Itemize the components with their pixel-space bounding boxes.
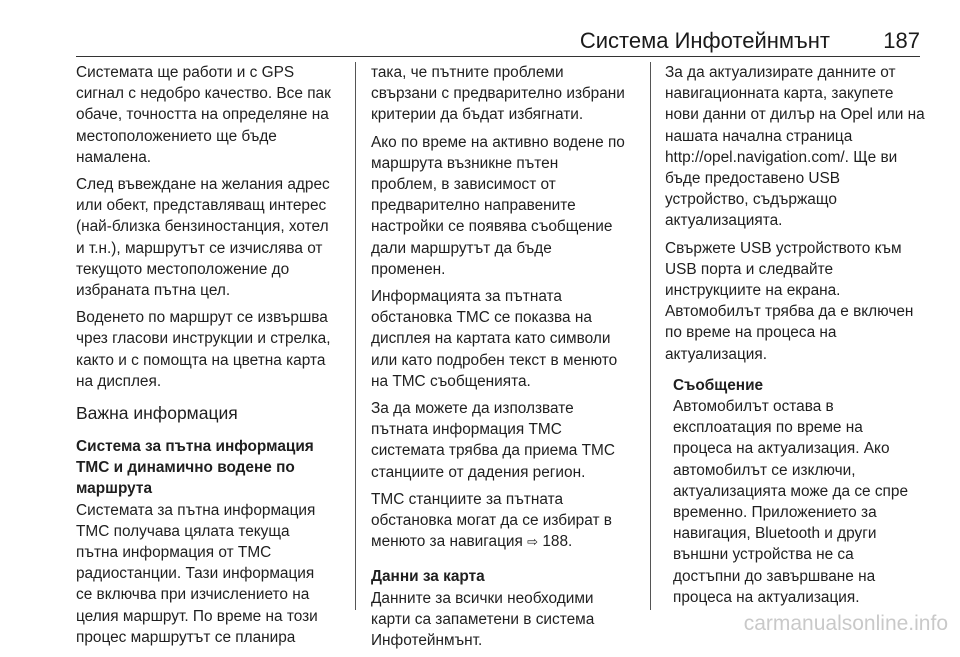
note-title: Съобщение <box>673 376 764 394</box>
column-3 <box>665 62 940 614</box>
paragraph: Ако по време на активно водене по маршрута възникне пътен проблем, в зависимост от предварително направените настройки се появява съобщение дали маршрутът да бъде променен. <box>371 133 625 278</box>
column-divider-2 <box>650 62 651 610</box>
paragraph: Данните за всички необходими карти са запаметени в система Инфотейнмънт. <box>371 589 595 650</box>
page-number: 187 <box>883 28 920 53</box>
paragraph: Воденето по маршрут се извършва чрез гласови инструкции и стрелка, както и с помощта на цветна карта на дисплея. <box>76 309 331 390</box>
page-title: Система Инфотейнмънт <box>579 28 830 53</box>
section-heading: Важна информация <box>76 403 238 424</box>
paragraph: За да актуализирате данните от навигационната карта, закупете нови данни от дилър на Opel или на нашата начална страница http://opel.navigation.com/. Ще ви бъде предоставено USB устройство, съдържащо актуализацията. <box>665 64 925 230</box>
column-1 <box>76 62 348 654</box>
column-2 <box>371 62 636 657</box>
paragraph: Информацията за пътната обстановка TMC се показва на дисплея на картата като символи или като подробен текст в менюто на TMC съобщенията. <box>371 288 618 390</box>
paragraph: Системата за пътна информация TMC получава цялата текуща пътна информация от TMC радиостанции. Тази информация се включва при изчислението на целия маршрут. По време на този процес маршрутът се планира <box>76 501 318 646</box>
subsection-heading: Данни за карта <box>371 568 485 586</box>
paragraph: TMC станциите за пътната обстановка могат да се избират в менюто за навигация ⇨ 188. <box>371 490 612 551</box>
note-text: Автомобилът остава в експлоатация по време на процеса на актуализация. Ако автомобилът се изключи, актуализацията може да се спре временно. Приложението за навигация, Bluetooth и други външни устройства не са достъпни до завършване на процеса на актуализация. <box>673 398 909 606</box>
page-header <box>76 28 920 58</box>
page-reference-arrow-icon: ⇨ <box>527 534 539 550</box>
note-box <box>673 375 940 608</box>
subsection-heading: Система за пътна информация TMC и динамично водене по маршрута <box>76 438 314 498</box>
page-reference: 188. <box>542 533 573 551</box>
paragraph: Свържете USB устройството към USB порта и следвайте инструкциите на екрана. Автомобилът трябва да е включен по време на процеса на актуализация. <box>665 239 914 363</box>
paragraph: След въвеждане на желания адрес или обект, представляващ интерес (най-близка бензиностанция, хотел и т.н.), маршрутът се изчислява от текущото местоположение до избраната пътна цел. <box>76 176 330 300</box>
header-divider <box>76 56 920 57</box>
paragraph: За да можете да използвате пътната информация TMC системата трябва да приема TMC станциите от дадения регион. <box>371 400 615 481</box>
column-divider-1 <box>355 62 356 610</box>
paragraph: Системата ще работи и с GPS сигнал с недобро качество. Все пак обаче, точността на определяне на местоположението ще бъде намалена. <box>76 64 331 166</box>
paragraph: така, че пътните проблеми свързани с предварително избрани критерии да бъдат избягнати. <box>371 64 625 124</box>
watermark: carmanualsonline.info <box>743 612 948 635</box>
